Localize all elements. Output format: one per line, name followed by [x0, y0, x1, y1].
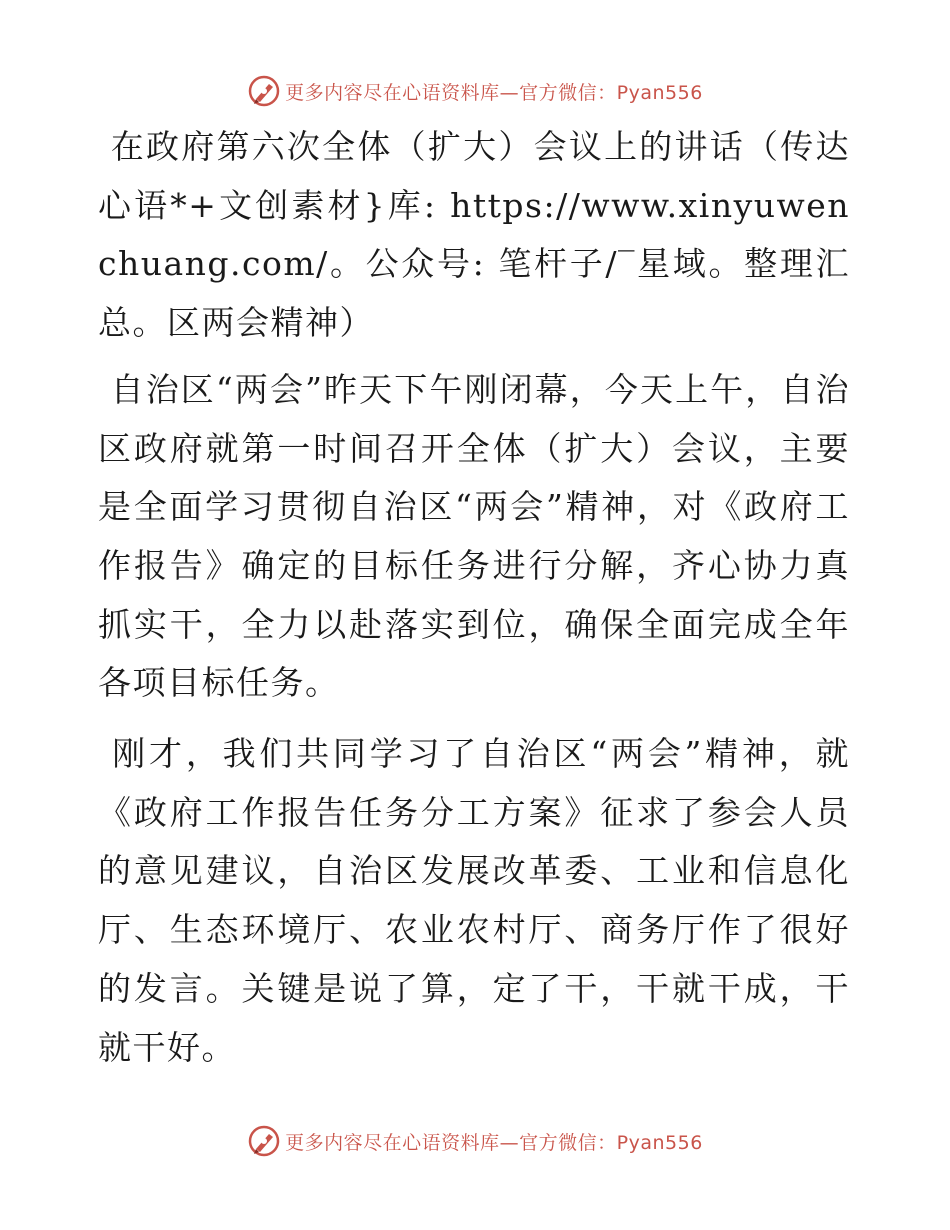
paragraph-2-text: 刚才，我们共同学习了自治区“两会”精神，就《政府工作报告任务分工方案》征求了参会人员的意见建议，自治区发展改革委、工业和信息化厅、生态环境厅、农业农村厅、商务厅作了很好的发言。关键是说了算，定了干，干就干成，干就干好。: [98, 734, 850, 1067]
document-body: [98, 118, 850, 1077]
watermark-text: 更多内容尽在心语资料库—官方微信：Pyan556: [285, 1131, 703, 1154]
watermark-header: [0, 69, 950, 113]
paragraph-2: [98, 725, 850, 1077]
pen-logo-icon: [247, 74, 281, 108]
watermark-text: 更多内容尽在心语资料库—官方微信：Pyan556: [285, 81, 703, 104]
watermark-footer: [0, 1119, 950, 1163]
document-title: [98, 118, 850, 353]
pen-logo-icon: [247, 1124, 281, 1158]
paragraph-1: [98, 361, 850, 713]
title-text: 在政府第六次全体（扩大）会议上的讲话（传达心语*+文创素材}库: https://www.xinyuwenchuang.com/。公众号: 笔杆子/‾星域。整理汇总。区两会精神）: [98, 127, 850, 343]
paragraph-1-text: 自治区“两会”昨天下午刚闭幕，今天上午，自治区政府就第一时间召开全体（扩大）会议，主要是全面学习贯彻自治区“两会”精神，对《政府工作报告》确定的目标任务进行分解，齐心协力真抓实干，全力以赴落实到位，确保全面完成全年各项目标任务。: [98, 369, 850, 703]
